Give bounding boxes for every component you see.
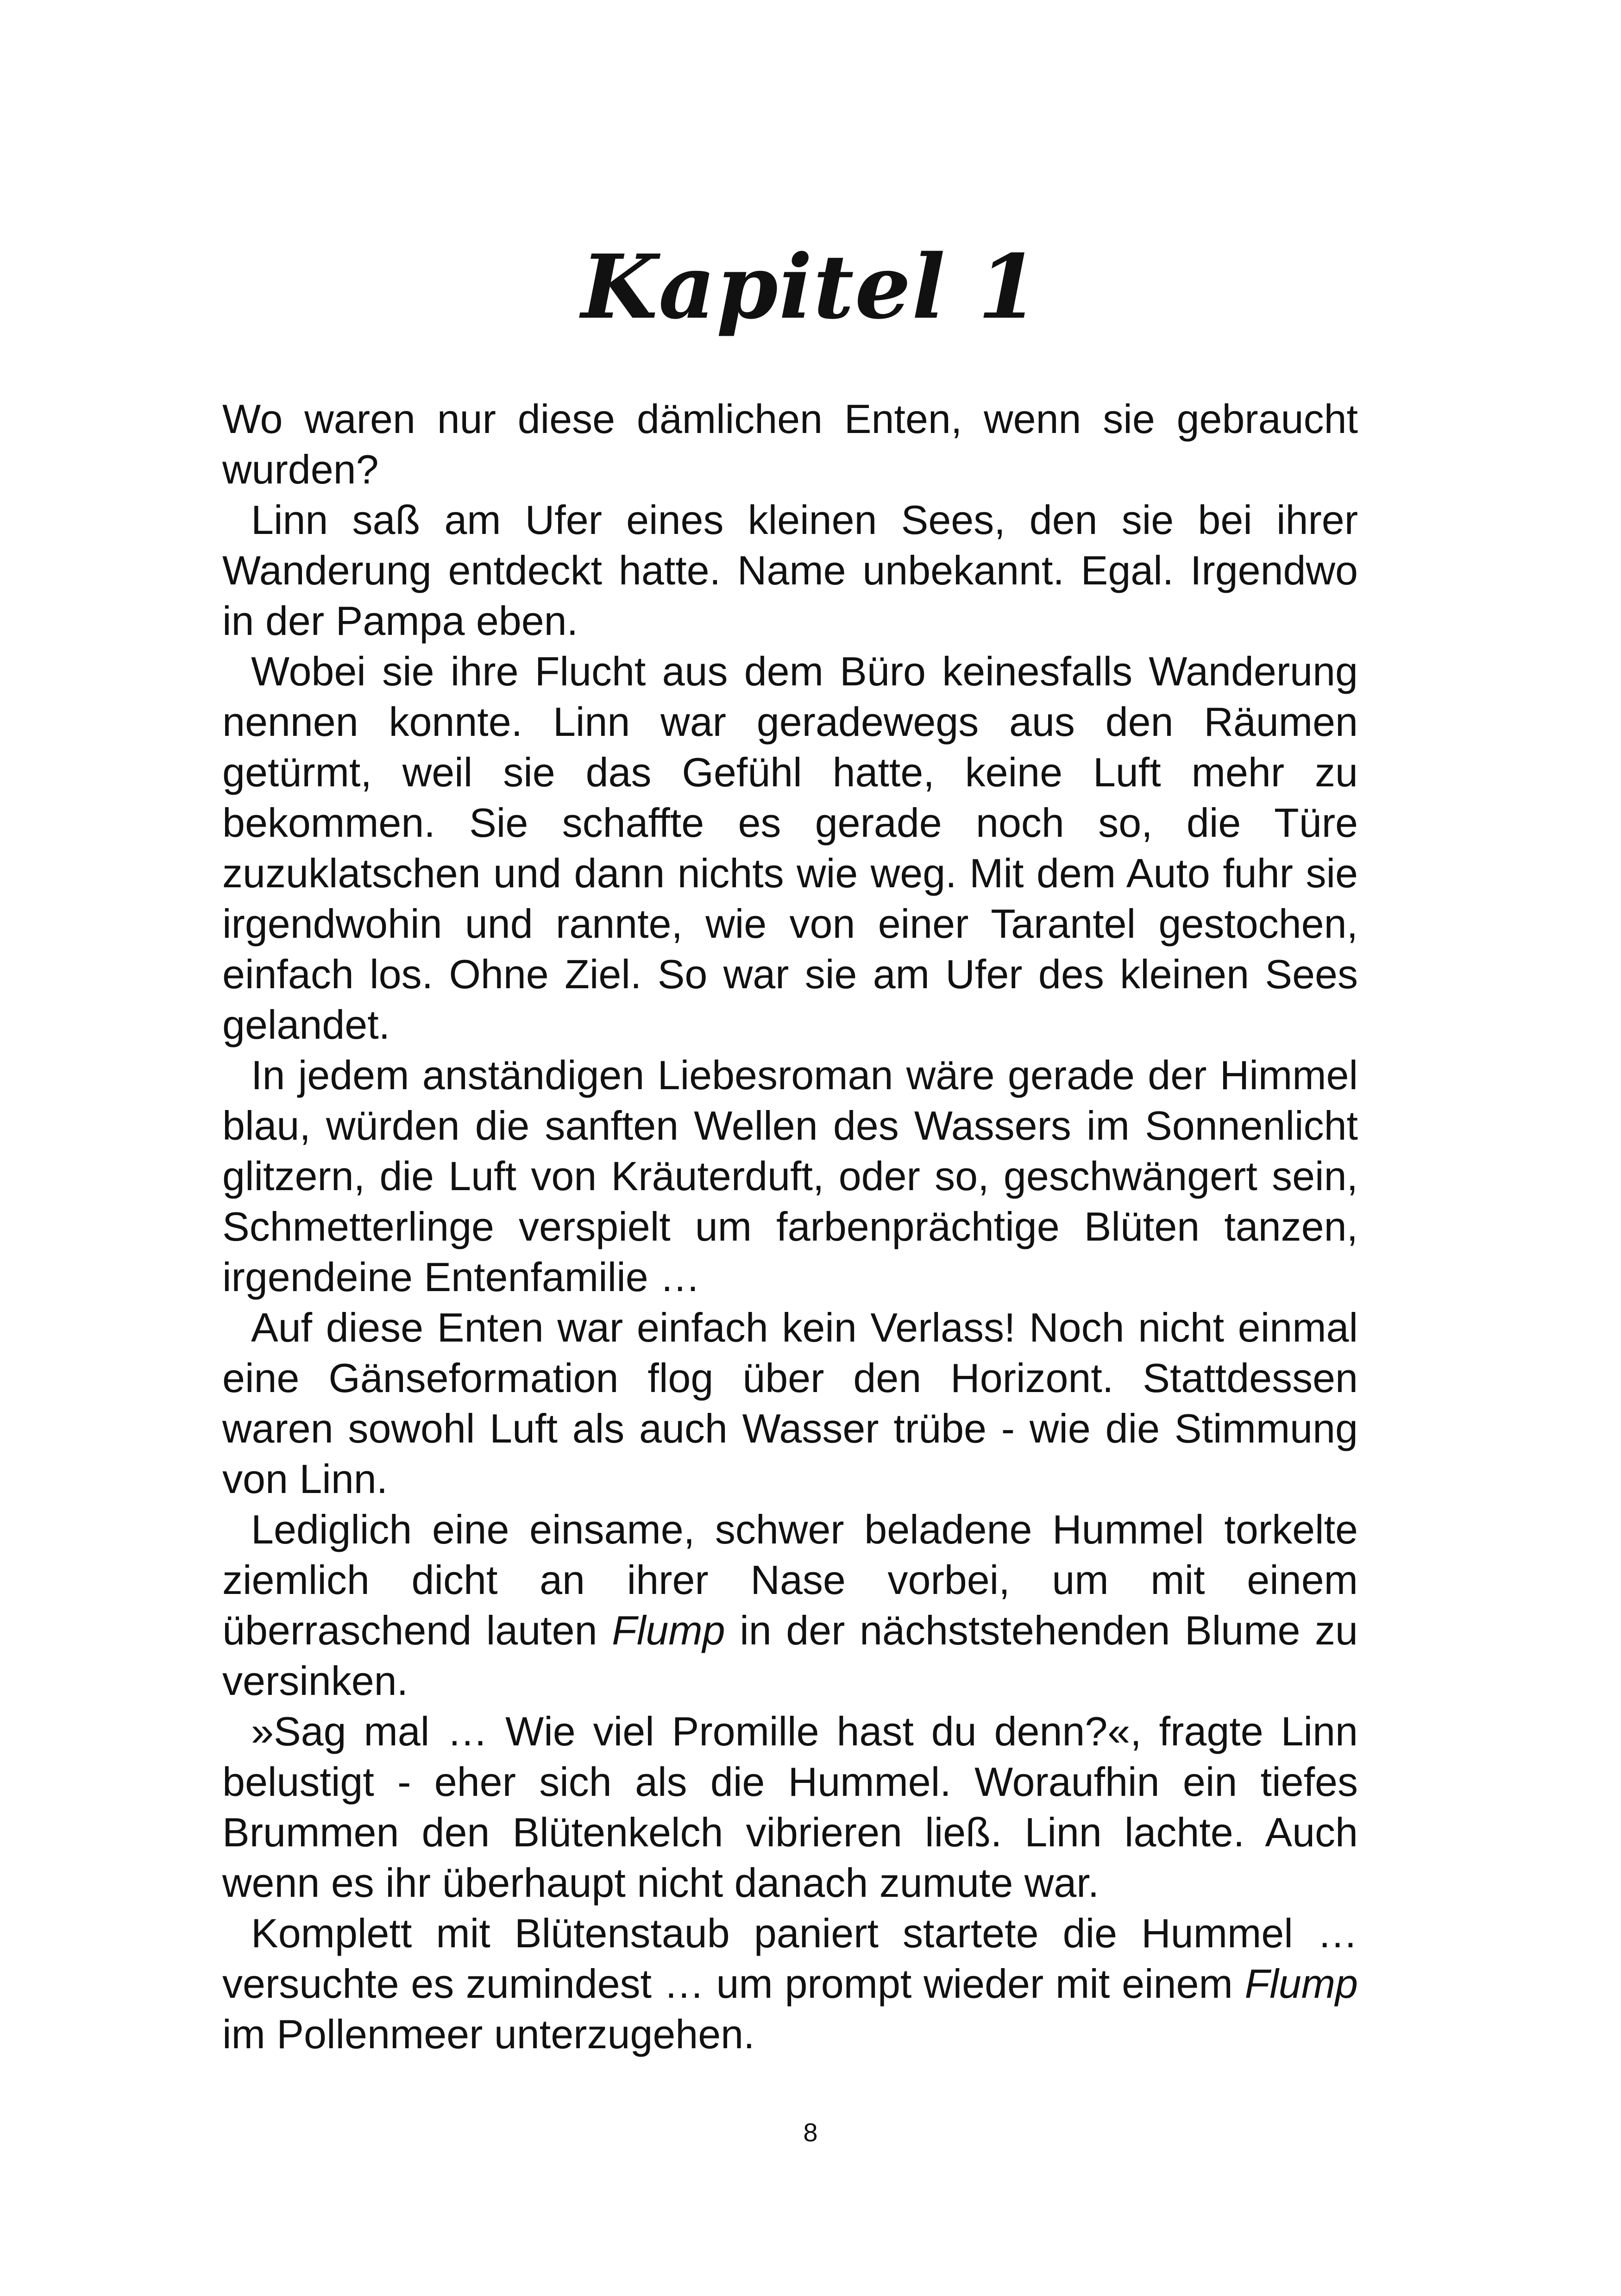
paragraph-text: in der nächststehenden Blume zu versinken. [222, 1607, 1358, 1704]
paragraph: Auf diese Enten war einfach kein Verlass! Noch nicht einmal eine Gänseformation flog über den Horizont. Stattdessen waren sowohl Luft als auch Wasser trübe - wie die Stimmung von Linn. [222, 1305, 1358, 1502]
emphasized-word: Flump [612, 1607, 725, 1653]
paragraph: In jedem anständigen Liebesroman wäre gerade der Himmel blau, würden die sanften Wellen des Wassers im Sonnenlicht glitzern, die Luft von Kräuterduft, oder so, geschwängert sein, Schmetterlinge verspielt um farbenprächtige Blüten tanzen, irgendeine Entenfamilie … [222, 1052, 1358, 1300]
paragraph-text: Lediglich eine einsame, schwer beladene Hummel torkelte ziemlich dicht an ihrer Nase vorbei, um mit einem überraschend lauten [222, 1506, 1358, 1653]
paragraph [222, 1504, 1358, 1706]
emphasized-word: Flump [1244, 1961, 1358, 2007]
paragraph: Linn saß am Ufer eines kleinen Sees, den sie bei ihrer Wanderung entdeckt hatte. Name unbekannt. Egal. Irgendwo in der Pampa eben. [222, 497, 1358, 644]
paragraph: Wobei sie ihre Flucht aus dem Büro keinesfalls Wanderung nennen konnte. Linn war geradewegs aus den Räumen getürmt, weil sie das Gefühl hatte, keine Luft mehr zu bekommen. Sie schaffte es gerade noch so, die Türe zuzuklatschen und dann nichts wie weg. Mit dem Auto fuhr sie irgendwohin und rannte, wie von einer Tarantel gestochen, einfach los. Ohne Ziel. So war sie am Ufer des kleinen Sees gelandet. [222, 648, 1358, 1048]
chapter-title: Kapitel 1 [581, 235, 1040, 339]
paragraph: Wo waren nur diese dämlichen Enten, wenn sie gebraucht wurden? [222, 396, 1358, 492]
paragraph [222, 1908, 1358, 2059]
paragraph-text: Komplett mit Blütenstaub paniert startete die Hummel … versuchte es zumindest … um prompt wieder mit einem [222, 1910, 1358, 2007]
paragraph: »Sag mal … Wie viel Promille hast du denn?«, fragte Linn belustigt - eher sich als die Hummel. Woraufhin ein tiefes Brummen den Blütenkelch vibrieren ließ. Linn lachte. Auch wenn es ihr überhaupt nicht danach zumute war. [222, 1708, 1358, 1906]
page-number: 8 [803, 2118, 818, 2147]
paragraph-text: im Pollenmeer unterzugehen. [222, 2011, 755, 2057]
chapter-body [222, 394, 1358, 2059]
